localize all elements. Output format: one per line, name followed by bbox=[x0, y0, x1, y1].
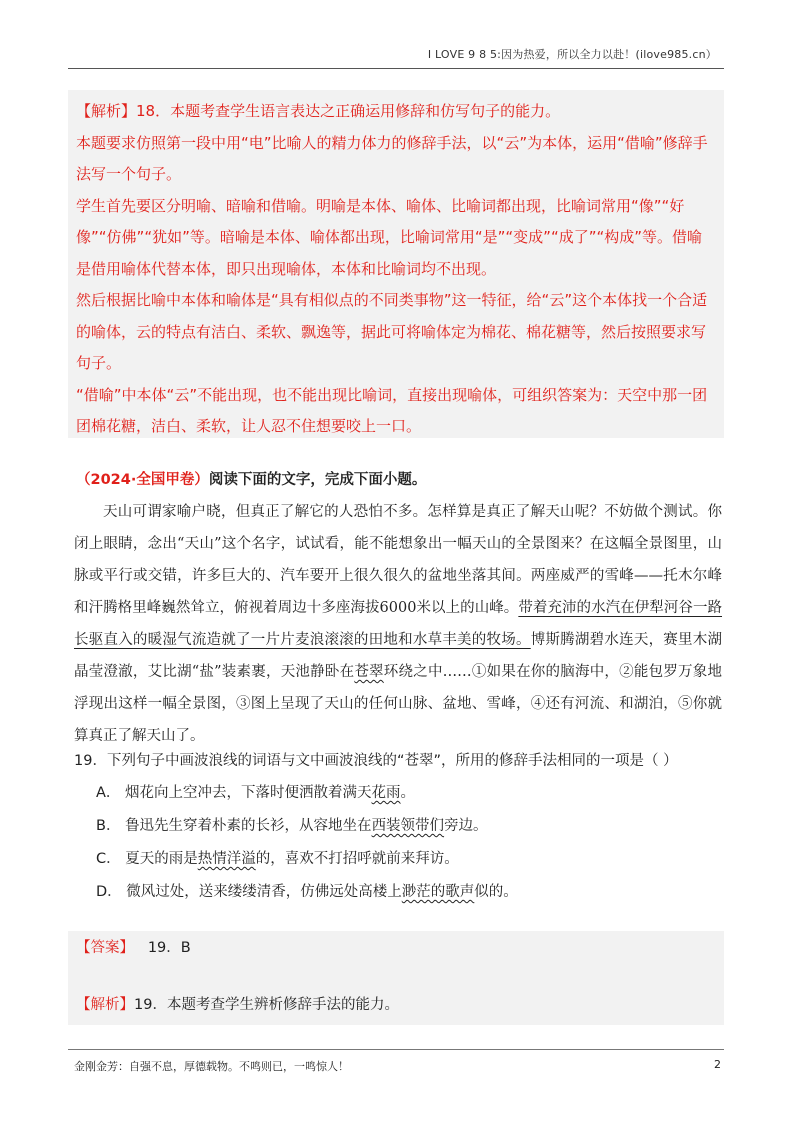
passage-text-3: 环绕之中……①如果在你的脑海中，②能包罗万象地浮现出这样一幅全景图，③图上呈现了天山的任何山脉、盆地、雪峰，④还有河流、和湖泊，⑤你就算真正了解天山了。 bbox=[74, 664, 723, 744]
option-b-wavy: 西装领带们 bbox=[371, 818, 445, 834]
analysis-19-text: 19．本题考查学生辨析修辞手法的能力。 bbox=[134, 997, 399, 1013]
option-a-wavy: 花雨 bbox=[371, 785, 401, 801]
answer-line bbox=[76, 933, 191, 963]
analysis-18-line-2: 本题要求仿照第一段中用“电”比喻人的精力体力的修辞手法，以“云”为本体，运用“借喻”修辞手法写一个句子。 bbox=[76, 133, 708, 183]
analysis-18-line-1: 【解析】18．本题考查学生语言表达之正确运用修辞和仿写句子的能力。 bbox=[76, 102, 561, 120]
option-d: D． 微风过处，送来缕缕清香，仿佛远处高楼上渺茫的歌声似的。 bbox=[96, 884, 518, 900]
section-title bbox=[76, 468, 426, 489]
option-list bbox=[74, 777, 724, 909]
page-header: I LOVE 9 8 5:因为热爱，所以全力以赴！(ilove985.cn） bbox=[427, 48, 717, 61]
analysis-18-line-5: “借喻”中本体“云”不能出现，也不能出现比喻词，直接出现喻体，可组织答案为：天空中那一团团棉花糖，洁白、柔软，让人忍不住想要咬上一口。 bbox=[76, 385, 708, 435]
option-c-wavy: 热情洋溢 bbox=[197, 851, 256, 867]
option-a: A． 烟花向上空冲去，下落时便洒散着满天花雨。 bbox=[96, 785, 416, 801]
option-d-wavy: 渺茫的歌声 bbox=[401, 884, 475, 900]
footer-divider bbox=[68, 1049, 724, 1050]
passage-text-1: 天山可谓家喻户晓，但真正了解它的人恐怕不多。怎样算是真正了解天山呢？不妨做个测试。你闭上眼睛，念出“天山”这个名字，试试看，能不能想象出一幅天山的全景图来？在这幅全景图里，山脉或平行或交错，许多巨大的、汽车要开上很久很久的盆地坐落其间。两座威严的雪峰——托木尔峰和汗腾格里峰巍然耸立，俯视着周边十多座海拔6000米以上的山峰。 bbox=[74, 504, 722, 616]
answer-value: 19．B bbox=[147, 940, 191, 956]
page-number: 2 bbox=[714, 1058, 721, 1071]
passage-text-2: 博斯腾湖碧水连天，赛里木湖晶莹澄澈，艾比湖“盐”装素裹，天池静卧在 bbox=[74, 632, 723, 680]
underlined-sentence: 带着充沛的水汽在伊犁河谷一路长驱直入的暖湿气流造就了一片片麦浪滚滚的田地和水草丰美的牧场。 bbox=[74, 600, 723, 648]
answer-19-box bbox=[68, 931, 724, 1025]
footer-motto: 金刚金芳：自强不息，厚德载物。不鸣则已，一鸣惊人！ bbox=[74, 1060, 349, 1073]
option-b: B． 鲁迅先生穿着朴素的长衫，从容地坐在西装领带们旁边。 bbox=[96, 818, 488, 834]
wavy-word-cangcui: 苍翠 bbox=[354, 664, 384, 680]
header-divider bbox=[68, 68, 724, 69]
analysis-19-tag: 【解析】 bbox=[76, 997, 134, 1013]
analysis-18-line-4: 然后根据比喻中本体和喻体是“具有相似点的不同类事物”这一特征，给“云”这个本体找一个合适的喻体，云的特点有洁白、柔软、飘逸等，据此可将喻体定为棉花、棉花糖等，然后按照要求写句子。 bbox=[76, 291, 708, 372]
analysis-tag: 【解析】 bbox=[76, 102, 137, 120]
answer-tag: 【答案】 bbox=[76, 940, 134, 956]
analysis-18-box bbox=[68, 90, 724, 438]
question-19-stem: 19．下列句子中画波浪线的词语与文中画波浪线的“苍翠”，所用的修辞手法相同的一项是（ ） bbox=[74, 753, 678, 769]
question-19 bbox=[74, 745, 724, 909]
reading-passage bbox=[74, 496, 722, 752]
analysis-18-line-3: 学生首先要区分明喻、暗喻和借喻。明喻是本体、喻体、比喻词都出现，比喻词常用“像”“好像”“仿佛”“犹如”等。暗喻是本体、喻体都出现，比喻词常用“是”“变成”“成了”“构成”等。借喻是借用喻体代替本体，即只出现喻体，本体和比喻词均不出现。 bbox=[76, 196, 703, 278]
exam-source: （2024·全国甲卷） bbox=[76, 472, 209, 488]
analysis-19-line bbox=[76, 990, 399, 1020]
option-c: C． 夏天的雨是热情洋溢的，喜欢不打招呼就前来拜访。 bbox=[96, 851, 459, 867]
section-instruction: 阅读下面的文字，完成下面小题。 bbox=[208, 472, 427, 488]
